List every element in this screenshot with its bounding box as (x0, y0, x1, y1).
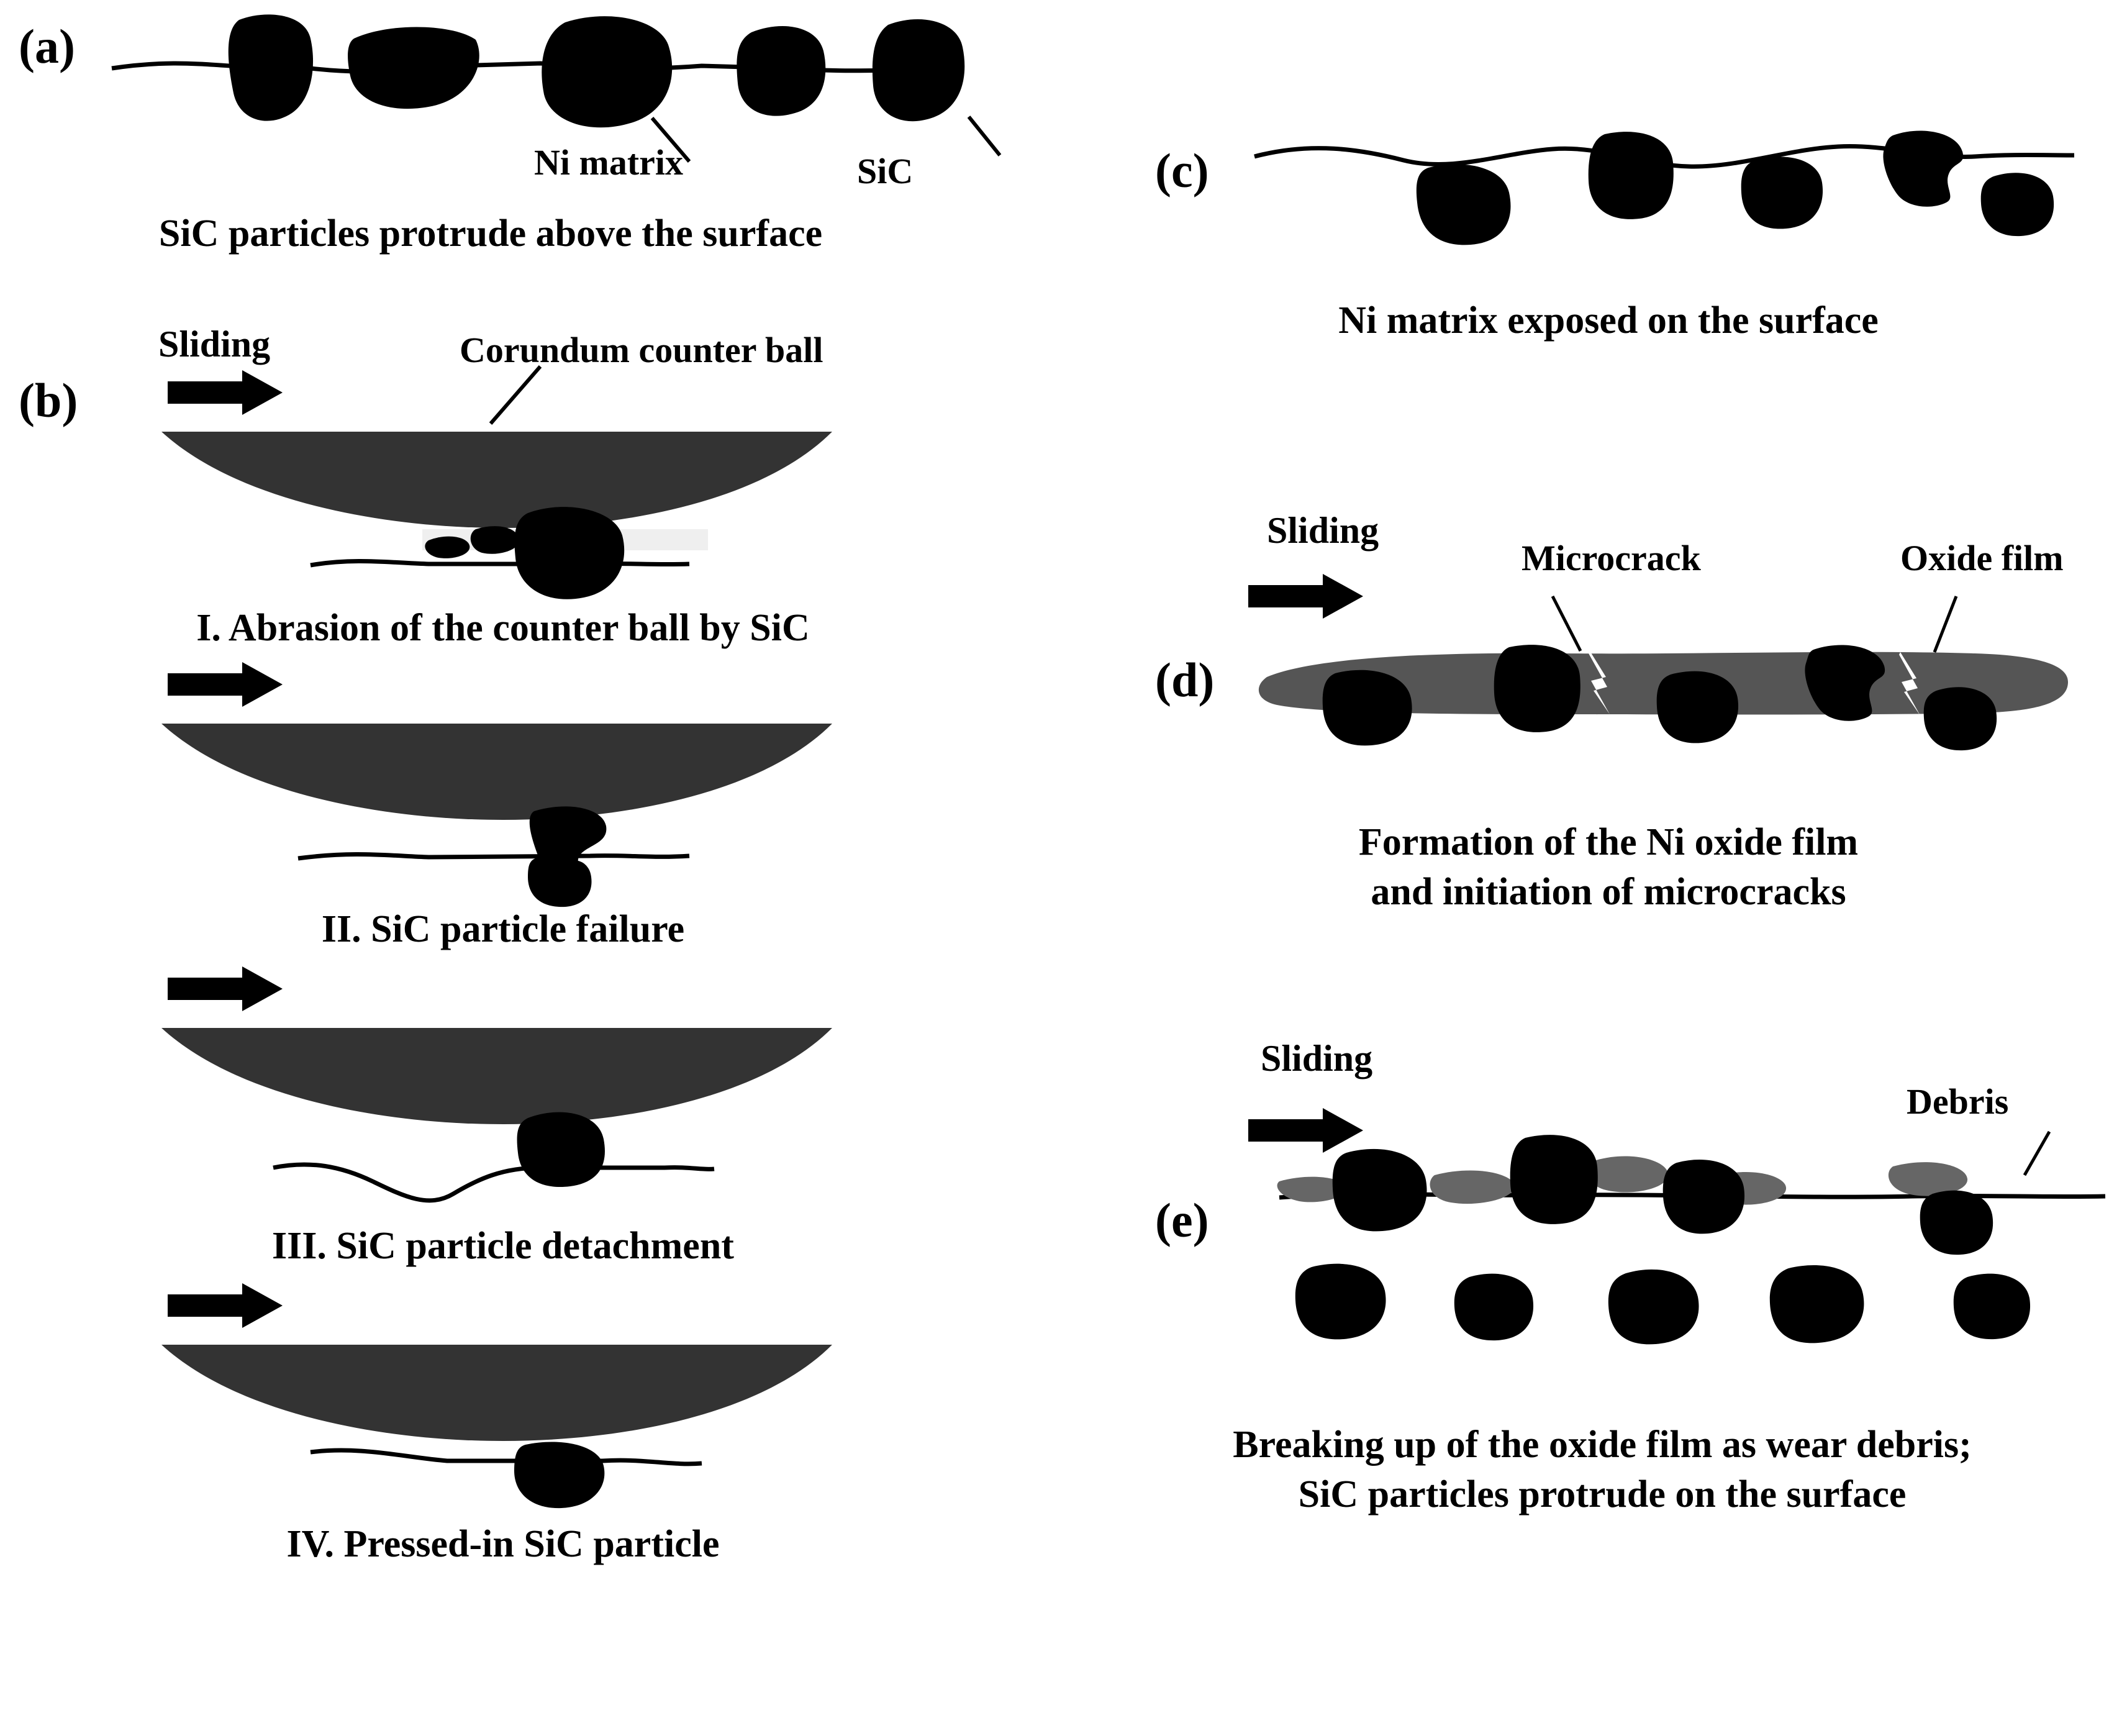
panel-a (0, 0, 1056, 267)
panel-d-letter: (d) (1155, 653, 1215, 707)
debris-flake (1589, 1157, 1668, 1193)
sic-particle (1295, 1264, 1386, 1340)
sic-fragment-lower (528, 857, 592, 907)
panel-c-letter: (c) (1155, 143, 1209, 198)
sic-particle (1454, 1274, 1533, 1341)
sliding-arrow-icon (1248, 1108, 1363, 1153)
sic-particle (1657, 671, 1738, 743)
sic-particle (1589, 132, 1674, 219)
panel-c-illustration (1242, 124, 2099, 273)
panel-d-illustration (1242, 559, 2127, 795)
panel-b-step-1-illustration (155, 366, 963, 565)
sic-particle (1494, 645, 1581, 732)
leader-line-debris (2025, 1132, 2049, 1175)
panel-e-letter: (e) (1155, 1193, 1209, 1247)
sliding-arrow-icon (168, 370, 283, 415)
panel-b-step-3-caption: III. SiC particle detachment (272, 1225, 734, 1267)
panel-e-caption-line2: SiC particles protrude on the surface (1298, 1473, 1907, 1516)
sic-particle (1741, 157, 1823, 229)
sic-particle (873, 19, 964, 121)
sliding-arrow-icon (168, 966, 283, 1011)
sic-particle (515, 507, 625, 599)
sic-particle (1920, 1191, 1993, 1255)
panel-a-caption: SiC particles protrude above the surface (158, 212, 823, 255)
sic-particle (348, 27, 479, 109)
panel-d-label-microcrack: Microcrack (1522, 538, 1701, 578)
panel-e-caption-line1: Breaking up of the oxide film as wear debris; (1233, 1424, 1972, 1466)
panel-e-sliding-label: Sliding (1261, 1038, 1373, 1079)
panel-e (1136, 1000, 2105, 1534)
sic-particle (229, 14, 313, 120)
sic-particle (1663, 1160, 1744, 1234)
sic-particle (1323, 670, 1412, 746)
sic-particle (1333, 1149, 1427, 1231)
panel-e-label-debris: Debris (1907, 1081, 2009, 1122)
leader-line-oxide-film (1934, 596, 1956, 652)
sic-particle (1417, 164, 1511, 245)
panel-d (1136, 472, 2105, 957)
sliding-arrow-icon (1248, 574, 1363, 619)
sic-particle (542, 16, 672, 127)
wear-chip (425, 537, 469, 558)
counter-ball (161, 724, 832, 820)
panel-b-step-4-caption: IV. Pressed-in SiC particle (286, 1523, 720, 1565)
sic-particle (1924, 687, 1997, 750)
counter-ball (161, 1028, 832, 1124)
panel-e-illustration (1242, 1093, 2127, 1404)
leader-line-sic (969, 117, 1000, 155)
debris-flake (1430, 1171, 1515, 1204)
sic-particle (737, 26, 825, 116)
sic-particle (1770, 1265, 1864, 1343)
panel-b-label-counter-ball: Corundum counter ball (460, 330, 823, 370)
panel-b (0, 323, 1056, 1727)
sic-particle (517, 1112, 605, 1187)
counter-ball (161, 1345, 832, 1441)
panel-c (1136, 112, 2105, 391)
sic-particle (1608, 1270, 1699, 1345)
leader-line-microcrack (1553, 596, 1581, 651)
sic-particle-notched (1883, 130, 1963, 206)
panel-b-sliding-label: Sliding (158, 324, 271, 365)
panel-d-caption-line1: Formation of the Ni oxide film (1358, 821, 1859, 863)
sic-particle (1510, 1135, 1598, 1224)
sic-particle (1954, 1274, 2030, 1340)
panel-b-step-3-illustration (155, 963, 963, 1186)
panel-b-step-2-illustration (155, 658, 963, 870)
sic-particle (1981, 173, 2054, 236)
sic-particle (514, 1442, 604, 1508)
counter-ball (161, 432, 832, 528)
panel-b-step-1-caption: I. Abrasion of the counter ball by SiC (196, 607, 810, 649)
sliding-arrow-icon (168, 1283, 283, 1328)
panel-a-letter: (a) (19, 19, 75, 73)
panel-a-label-sic: SiC (857, 151, 914, 191)
panel-d-caption-line2: and initiation of microcracks (1371, 871, 1846, 913)
panel-d-sliding-label: Sliding (1267, 510, 1379, 551)
panel-b-step-4-illustration (155, 1279, 963, 1484)
panel-c-caption: Ni matrix exposed on the surface (1338, 299, 1879, 342)
panel-b-step-2-caption: II. SiC particle failure (321, 908, 685, 950)
panel-d-label-oxide-film: Oxide film (1900, 538, 2064, 578)
sliding-arrow-icon (168, 662, 283, 707)
panel-b-letter: (b) (19, 373, 78, 427)
panel-a-label-ni-matrix: Ni matrix (534, 142, 683, 183)
